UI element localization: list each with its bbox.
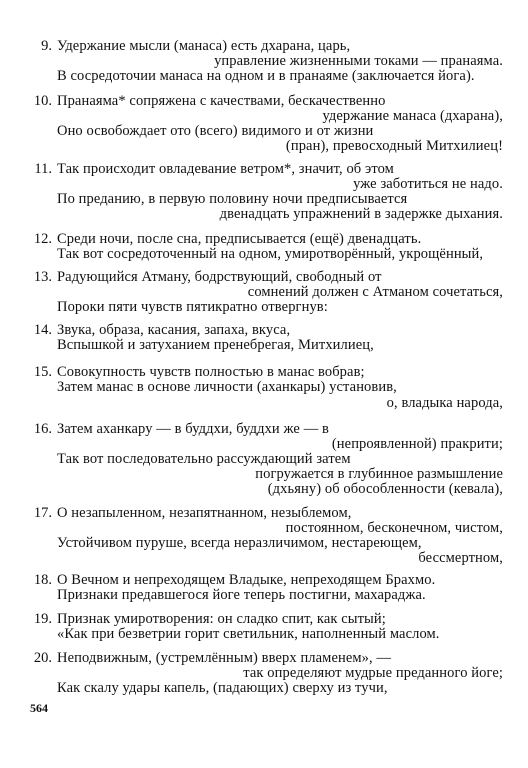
verse-line: погружается в глубинное размышление (255, 466, 503, 482)
verse-line: постоянном, бесконечном, чистом, (285, 520, 503, 536)
verse-number: 15. (33, 364, 52, 380)
verse-line: Как скалу удары капель, (падающих) сверху из тучи, (57, 680, 388, 696)
verse-line: управление жизненными токами — пранаяма. (214, 53, 503, 69)
verse-line: Совокупность чувств полностью в манас вобрав; (57, 364, 365, 380)
verse-number: 11. (34, 161, 52, 177)
verse-line: О Вечном и непреходящем Владыке, непреходящем Брахмо. (57, 572, 436, 588)
verse-number: 17. (33, 505, 52, 521)
verse-line: Вспышкой и затуханием пренебрегая, Митхилиец, (57, 337, 374, 353)
page-number: 564 (30, 701, 48, 715)
verse-line: Радующийся Атману, бодрствующий, свободный от (57, 269, 382, 285)
verse-line: Неподвижным, (устремлённым) вверх пламенем», — (57, 650, 392, 666)
verse-line: (дхьяну) об обособленности (кевала), (267, 481, 503, 497)
verse-number: 12. (33, 231, 52, 247)
verse-line: Пороки пяти чувств пятикратно отвергнув: (57, 299, 328, 315)
verse-line: Признак умиротворения: он сладко спит, как сытый; (57, 611, 386, 627)
verse-line: (пран), превосходный Митхилиец! (285, 138, 503, 154)
verse-number: 13. (33, 269, 52, 285)
verse-number: 16. (33, 421, 52, 437)
verse-line: (непроявленной) пракрити; (331, 436, 503, 452)
verse-number: 19. (33, 611, 52, 627)
verse-line: Среди ночи, после сна, предписывается (ещё) двенадцать. (57, 231, 422, 247)
verse-line: Звука, образа, касания, запаха, вкуса, (57, 322, 291, 338)
verse-line: двенадцать упражнений в задержке дыхания. (219, 206, 503, 222)
verse-line: Затем аханкару — в буддхи, буддхи же — в (57, 421, 329, 437)
verse-line: «Как при безветрии горит светильник, наполненный маслом. (57, 626, 440, 642)
verse-line: Удержание мысли (манаса) есть дхарана, царь, (57, 38, 351, 54)
verse-line: уже заботиться не надо. (353, 176, 503, 192)
verse-line: бессмертном, (418, 550, 503, 566)
verse-line: Устойчивом пуруше, всегда неразличимом, нестареющем, (57, 535, 422, 551)
verse-line: В сосредоточии манаса на одном и в пранаяме (заключается йога). (57, 68, 475, 84)
verse-line: Так вот сосредоточенный на одном, умиротворённый, укрощённый, (57, 246, 484, 262)
verse-line: так определяют мудрые преданного йоге; (243, 665, 503, 681)
verse-number: 18. (33, 572, 52, 588)
verse-line: Так вот последовательно рассуждающий затем (57, 451, 351, 467)
verse-line: Пранаяма* сопряжена с качествами, бескачественно (57, 93, 386, 109)
verse-line: Признаки предавшегося йоге теперь постигни, махараджа. (57, 587, 426, 603)
verse-number: 14. (33, 322, 52, 338)
verse-line: По преданию, в первую половину ночи предписывается (57, 191, 408, 207)
verse-number: 10. (33, 93, 52, 109)
verse-line: Оно освобождает ото (всего) видимого и от жизни (57, 123, 374, 139)
verse-line: Затем манас в основе личности (аханкары) установив, (57, 379, 397, 395)
verse-number: 9. (41, 38, 52, 54)
verse-line: Так происходит овладевание ветром*, значит, об этом (57, 161, 394, 177)
verse-line: удержание манаса (дхарана), (322, 108, 503, 124)
verse-number: 20. (33, 650, 52, 666)
verse-line: сомнений должен с Атманом сочетаться, (247, 284, 503, 300)
verse-line: О незапыленном, незапятнанном, незыблемом, (57, 505, 352, 521)
verse-line: о, владыка народа, (386, 395, 503, 411)
